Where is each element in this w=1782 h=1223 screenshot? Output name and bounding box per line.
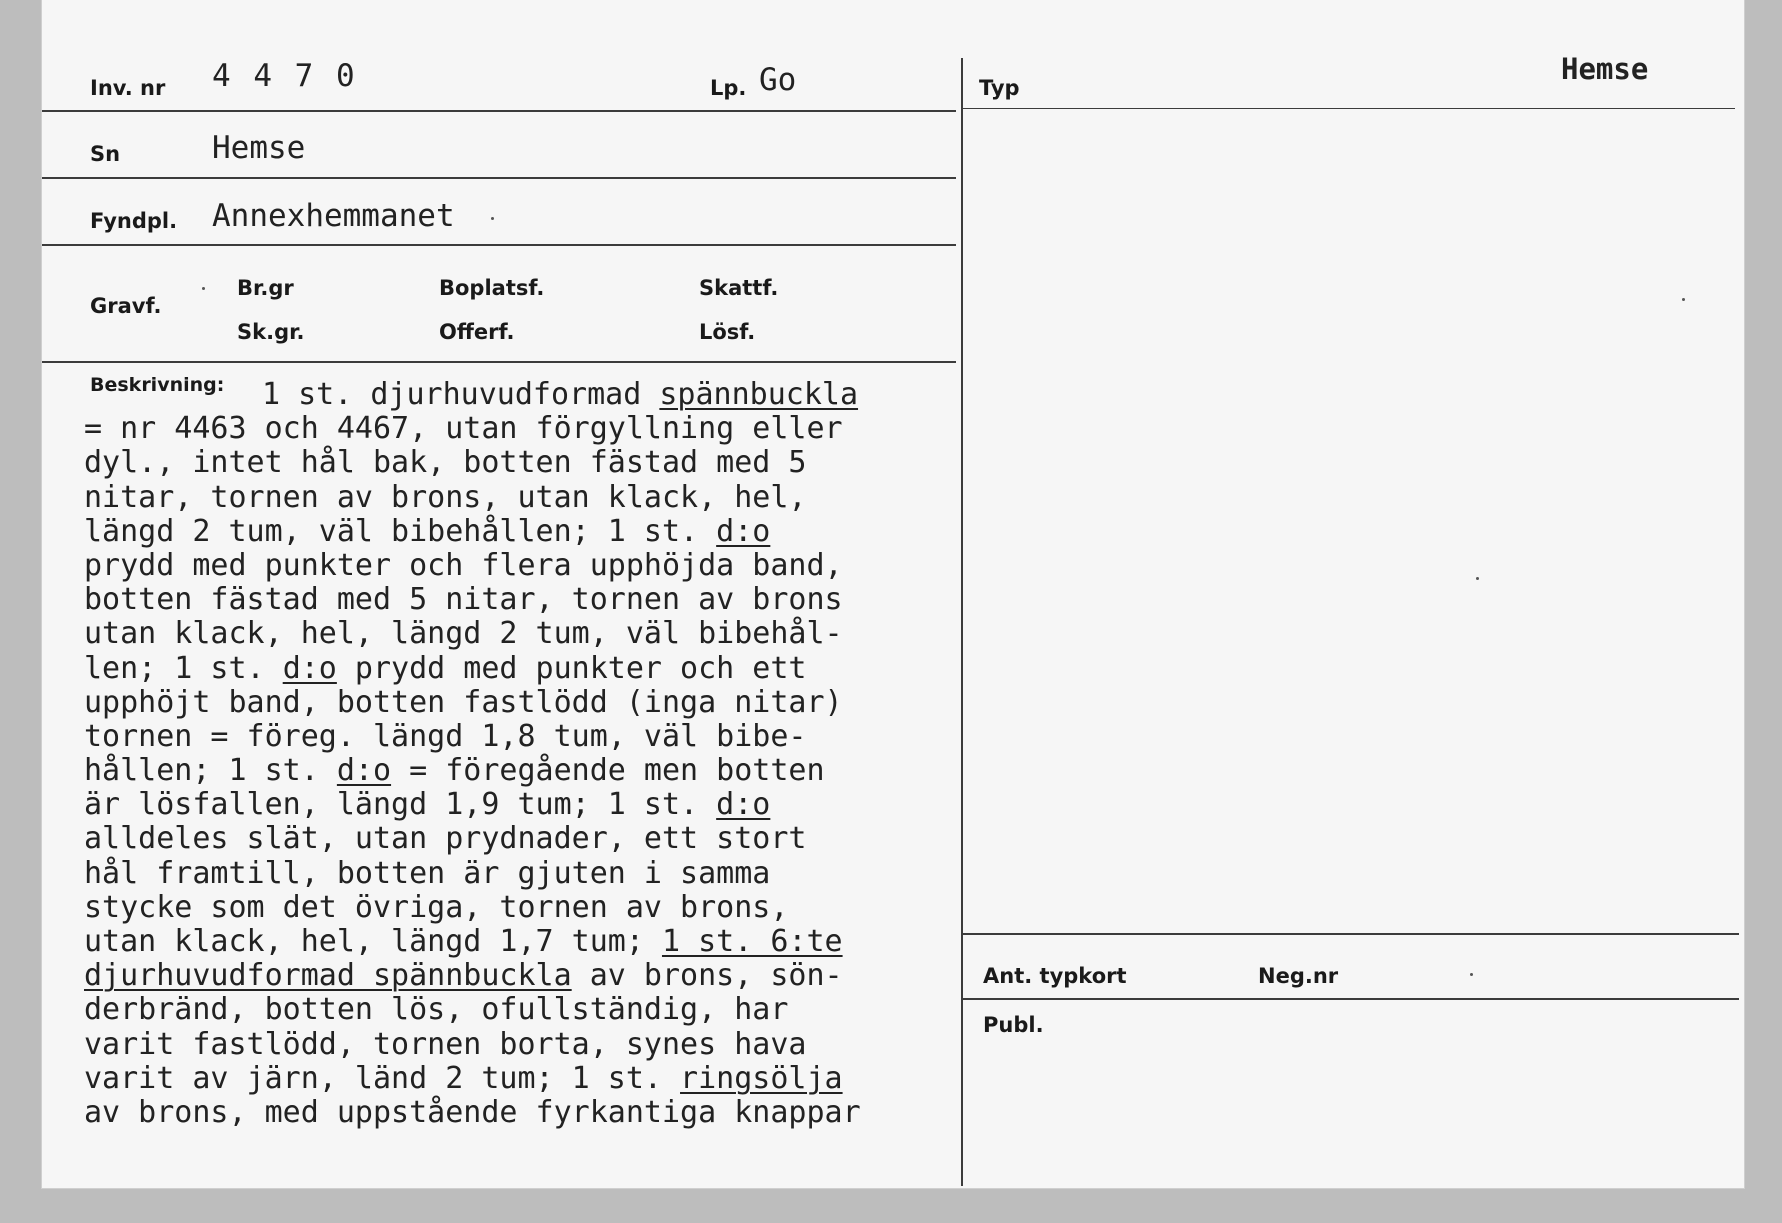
description-line	[84, 925, 861, 959]
description-segment: botten fästad med 5 nitar, tornen av brons	[84, 582, 843, 618]
fyndpl-label: Fyndpl.	[90, 209, 178, 233]
description-segment: varit fastlödd, tornen borta, synes hava	[84, 1026, 807, 1062]
description-segment: upphöjt band, botten fastlödd (inga nitar)	[84, 684, 843, 720]
speck	[1470, 973, 1473, 976]
rule-fyndpl	[42, 244, 956, 246]
rule-ant-typkort	[963, 933, 1739, 935]
lp-label: Lp.	[710, 76, 747, 100]
lp-value: Go	[759, 62, 797, 98]
rule-gravf	[42, 361, 956, 363]
description-line	[84, 754, 861, 788]
description-segment: len; 1 st.	[84, 650, 283, 686]
description-segment: stycke som det övriga, tornen av brons,	[84, 889, 789, 925]
description-line	[84, 1096, 861, 1130]
speck	[202, 287, 205, 290]
inv-nr-label: Inv. nr	[90, 76, 166, 100]
fyndpl-value: Annexhemmanet	[212, 198, 455, 234]
description-segment: prydd med punkter och ett	[336, 650, 807, 686]
description-segment: av brons, med uppstående fyrkantiga knappar	[84, 1094, 861, 1130]
description-line	[84, 481, 861, 515]
underlined-term: djurhuvudformad spännbuckla	[84, 958, 572, 994]
underlined-term: d:o	[716, 513, 771, 549]
description-line	[84, 857, 861, 891]
rule-inv	[42, 110, 956, 112]
description-line	[84, 549, 861, 583]
description-line	[84, 1028, 861, 1062]
underlined-term: d:o	[282, 650, 337, 686]
description-segment: tornen = föreg. längd 1,8 tum, väl bibe-	[84, 718, 807, 754]
description-line	[84, 993, 861, 1027]
vertical-divider	[961, 58, 963, 1186]
description-line	[84, 617, 861, 651]
description-line	[84, 1062, 861, 1096]
description-segment: hållen; 1 st.	[84, 753, 337, 789]
underlined-term: 1 st. 6:te	[661, 924, 843, 959]
underlined-term: d:o	[716, 787, 771, 823]
description-segment: dyl., intet hål bak, botten fästad med 5	[84, 445, 807, 481]
description-segment: längd 2 tum, väl bibehållen; 1 st.	[84, 513, 717, 549]
brgr-label: Br.gr	[237, 276, 294, 300]
description-segment: prydd med punkter och flera upphöjda band,	[84, 547, 843, 583]
publ-label: Publ.	[983, 1013, 1044, 1037]
description-segment: av brons, sön-	[571, 958, 843, 994]
boplatsf-label: Boplatsf.	[439, 276, 545, 300]
description-line	[84, 583, 861, 617]
rule-sn	[42, 177, 956, 179]
description-segment: varit av järn, länd 2 tum; 1 st.	[84, 1060, 681, 1096]
underlined-term: ringsölja	[680, 1060, 843, 1096]
inv-nr-value: 4 4 7 0	[212, 58, 357, 94]
description-line	[84, 515, 861, 549]
description-segment: utan klack, hel, längd 1,7 tum;	[84, 924, 662, 959]
description-line	[262, 378, 861, 412]
offerf-label: Offerf.	[439, 320, 515, 344]
description-segment: hål framtill, botten är gjuten i samma	[84, 855, 771, 891]
speck	[1682, 298, 1685, 301]
underlined-term: d:o	[336, 753, 392, 789]
sn-value: Hemse	[212, 130, 306, 166]
description-segment: derbränd, botten lös, ofullständig, har	[84, 992, 789, 1028]
description-text	[84, 378, 861, 1130]
description-segment: 1 st. djurhuvudformad	[262, 377, 660, 412]
sn-label: Sn	[90, 142, 121, 166]
description-segment: = nr 4463 och 4467, utan förgyllning eller	[84, 411, 843, 447]
description-line	[84, 891, 861, 925]
description-segment: alldeles slät, utan prydnader, ett stort	[84, 821, 807, 857]
description-line	[84, 652, 861, 686]
typ-label: Typ	[979, 76, 1020, 100]
description-line	[84, 959, 861, 993]
rule-negnr	[963, 998, 1739, 1000]
ant-typkort-label: Ant. typkort	[983, 964, 1127, 988]
description-line	[84, 412, 861, 446]
description-segment: är lösfallen, längd 1,9 tum; 1 st.	[84, 787, 717, 823]
description-segment: = föregående men botten	[391, 753, 825, 789]
description-segment: nitar, tornen av brons, utan klack, hel,	[84, 479, 807, 515]
description-line	[84, 788, 861, 822]
description-segment: utan klack, hel, längd 2 tum, väl bibehål-	[84, 616, 843, 652]
negnr-label: Neg.nr	[1258, 964, 1339, 988]
rule-typ	[963, 108, 1735, 109]
underlined-term: spännbuckla	[659, 377, 859, 412]
gravf-label: Gravf.	[90, 294, 162, 318]
losf-label: Lösf.	[699, 320, 756, 344]
beskrivning-label: Beskrivning:	[90, 374, 225, 396]
speck	[491, 217, 494, 220]
skgr-label: Sk.gr.	[237, 320, 305, 344]
description-line	[84, 686, 861, 720]
description-line	[84, 822, 861, 856]
speck	[1476, 577, 1479, 580]
description-line	[84, 720, 861, 754]
description-line	[84, 446, 861, 480]
corner-parish-value: Hemse	[1561, 52, 1649, 86]
skattf-label: Skattf.	[699, 276, 779, 300]
